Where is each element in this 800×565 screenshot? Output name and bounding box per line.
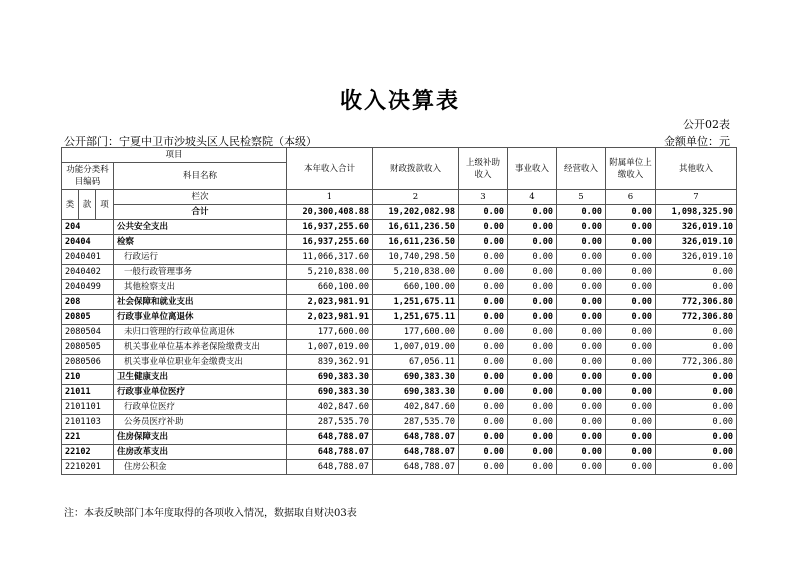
amount-cell: 690,383.30 <box>287 385 373 400</box>
amount-cell: 0.00 <box>557 295 606 310</box>
amount-cell: 0.00 <box>508 445 557 460</box>
subject-code: 2040402 <box>62 265 114 280</box>
subject-code: 22102 <box>62 445 114 460</box>
xiang-header: 项 <box>96 190 114 220</box>
total-row <box>62 205 737 220</box>
amount-cell: 287,535.70 <box>373 415 459 430</box>
amount-cell: 839,362.91 <box>287 355 373 370</box>
amount-cell: 0.00 <box>557 370 606 385</box>
amount-cell: 0.00 <box>656 415 737 430</box>
amount-cell: 648,788.07 <box>287 430 373 445</box>
amount-cell: 0.00 <box>459 235 508 250</box>
subject-name: 未归口管理的行政单位离退休 <box>114 325 287 340</box>
amount-cell: 690,383.30 <box>373 370 459 385</box>
amount-cell: 0.00 <box>557 400 606 415</box>
form-number: 公开02表 <box>683 118 730 131</box>
total-cell: 0.00 <box>606 205 656 220</box>
subject-name: 行政事业单位医疗 <box>114 385 287 400</box>
subject-code: 2101103 <box>62 415 114 430</box>
amount-cell: 0.00 <box>557 310 606 325</box>
amount-cell: 1,007,019.00 <box>287 340 373 355</box>
subject-code: 2080505 <box>62 340 114 355</box>
amount-cell: 0.00 <box>459 325 508 340</box>
total-cell: 20,300,408.88 <box>287 205 373 220</box>
amount-cell: 0.00 <box>508 310 557 325</box>
table-row <box>62 460 737 475</box>
amount-cell: 0.00 <box>508 325 557 340</box>
amount-cell: 0.00 <box>459 280 508 295</box>
table-row <box>62 250 737 265</box>
table-row <box>62 310 737 325</box>
col-header-6: 附属单位上缴收入 <box>606 148 656 190</box>
amount-cell: 0.00 <box>557 250 606 265</box>
amount-cell: 326,019.10 <box>656 235 737 250</box>
amount-cell: 16,937,255.60 <box>287 235 373 250</box>
amount-cell: 0.00 <box>656 400 737 415</box>
total-label: 合计 <box>114 205 287 220</box>
col-number-1: 1 <box>287 190 373 205</box>
amount-cell: 0.00 <box>656 280 737 295</box>
col-number-4: 4 <box>508 190 557 205</box>
amount-cell: 0.00 <box>459 250 508 265</box>
amount-cell: 0.00 <box>557 220 606 235</box>
col-number-2: 2 <box>373 190 459 205</box>
total-cell: 19,202,082.98 <box>373 205 459 220</box>
amount-cell: 0.00 <box>459 385 508 400</box>
amount-cell: 690,383.30 <box>373 385 459 400</box>
amount-cell: 0.00 <box>557 415 606 430</box>
amount-cell: 0.00 <box>606 250 656 265</box>
amount-cell: 0.00 <box>508 385 557 400</box>
page-title: 收入决算表 <box>339 88 460 114</box>
amount-cell: 0.00 <box>606 310 656 325</box>
amount-cell: 0.00 <box>606 445 656 460</box>
amount-cell: 16,937,255.60 <box>287 220 373 235</box>
amount-cell: 0.00 <box>656 460 737 475</box>
subject-name: 行政事业单位离退休 <box>114 310 287 325</box>
subject-name: 卫生健康支出 <box>114 370 287 385</box>
amount-cell: 287,535.70 <box>287 415 373 430</box>
col-number-7: 7 <box>656 190 737 205</box>
subject-code: 2040499 <box>62 280 114 295</box>
amount-cell: 402,847.60 <box>287 400 373 415</box>
table-row <box>62 220 737 235</box>
subject-name: 公务员医疗补助 <box>114 415 287 430</box>
amount-cell: 772,306.80 <box>656 310 737 325</box>
amount-cell: 0.00 <box>656 265 737 280</box>
col-number-5: 5 <box>557 190 606 205</box>
amount-cell: 0.00 <box>557 235 606 250</box>
table-row <box>62 340 737 355</box>
department-label: 公开部门：宁夏中卫市沙坡头区人民检察院（本级） <box>64 135 317 148</box>
subject-code: 221 <box>62 430 114 445</box>
amount-cell: 11,066,317.60 <box>287 250 373 265</box>
table-row <box>62 400 737 415</box>
amount-cell: 0.00 <box>656 445 737 460</box>
amount-cell: 0.00 <box>656 340 737 355</box>
subject-name: 检察 <box>114 235 287 250</box>
amount-cell: 0.00 <box>557 430 606 445</box>
table-row <box>62 385 737 400</box>
amount-cell: 0.00 <box>606 235 656 250</box>
amount-cell: 2,023,981.91 <box>287 310 373 325</box>
kuan-header: 款 <box>79 190 96 220</box>
amount-cell: 0.00 <box>606 385 656 400</box>
subject-code: 204 <box>62 220 114 235</box>
subject-name: 住房公积金 <box>114 460 287 475</box>
amount-cell: 1,251,675.11 <box>373 310 459 325</box>
amount-cell: 0.00 <box>459 430 508 445</box>
amount-cell: 10,740,298.50 <box>373 250 459 265</box>
subject-code: 210 <box>62 370 114 385</box>
subject-code: 2080506 <box>62 355 114 370</box>
subject-name: 住房改革支出 <box>114 445 287 460</box>
col-number-3: 3 <box>459 190 508 205</box>
amount-cell: 0.00 <box>606 355 656 370</box>
subject-code: 2040401 <box>62 250 114 265</box>
col-header-5: 经营收入 <box>557 148 606 190</box>
subject-code: 20404 <box>62 235 114 250</box>
amount-cell: 0.00 <box>459 460 508 475</box>
amount-cell: 0.00 <box>459 340 508 355</box>
amount-cell: 0.00 <box>459 310 508 325</box>
amount-cell: 0.00 <box>606 265 656 280</box>
amount-cell: 660,100.00 <box>373 280 459 295</box>
subject-name: 行政单位医疗 <box>114 400 287 415</box>
amount-cell: 0.00 <box>508 460 557 475</box>
amount-cell: 0.00 <box>459 295 508 310</box>
total-cell: 0.00 <box>508 205 557 220</box>
amount-cell: 648,788.07 <box>373 430 459 445</box>
amount-cell: 648,788.07 <box>287 445 373 460</box>
amount-cell: 0.00 <box>508 235 557 250</box>
amount-cell: 0.00 <box>459 415 508 430</box>
amount-cell: 0.00 <box>508 400 557 415</box>
col-label-header: 栏次 <box>114 190 287 205</box>
amount-cell: 177,600.00 <box>373 325 459 340</box>
amount-unit-label: 金额单位：元 <box>664 135 730 148</box>
subject-code: 2101101 <box>62 400 114 415</box>
amount-cell: 5,210,838.00 <box>373 265 459 280</box>
total-cell: 0.00 <box>557 205 606 220</box>
amount-cell: 0.00 <box>557 265 606 280</box>
table-row <box>62 265 737 280</box>
amount-cell: 0.00 <box>606 460 656 475</box>
table-row <box>62 370 737 385</box>
amount-cell: 0.00 <box>508 295 557 310</box>
subject-name: 公共安全支出 <box>114 220 287 235</box>
amount-cell: 0.00 <box>656 325 737 340</box>
amount-cell: 0.00 <box>508 415 557 430</box>
amount-cell: 0.00 <box>557 385 606 400</box>
header-row-col-numbers <box>62 190 737 205</box>
amount-cell: 0.00 <box>508 220 557 235</box>
amount-cell: 0.00 <box>459 370 508 385</box>
table-row <box>62 355 737 370</box>
subject-code: 20805 <box>62 310 114 325</box>
subject-name: 其他检察支出 <box>114 280 287 295</box>
amount-cell: 0.00 <box>606 400 656 415</box>
amount-cell: 0.00 <box>606 220 656 235</box>
total-cell: 1,098,325.90 <box>656 205 737 220</box>
amount-cell: 0.00 <box>606 415 656 430</box>
col-header-3: 上级补助收入 <box>459 148 508 190</box>
amount-cell: 0.00 <box>508 265 557 280</box>
amount-cell: 326,019.10 <box>656 250 737 265</box>
amount-cell: 0.00 <box>508 355 557 370</box>
amount-cell: 0.00 <box>656 370 737 385</box>
amount-cell: 5,210,838.00 <box>287 265 373 280</box>
amount-cell: 0.00 <box>459 445 508 460</box>
col-header-2: 财政拨款收入 <box>373 148 459 190</box>
table-row <box>62 295 737 310</box>
amount-cell: 16,611,236.50 <box>373 220 459 235</box>
amount-cell: 0.00 <box>606 280 656 295</box>
subject-name: 机关事业单位职业年金缴费支出 <box>114 355 287 370</box>
amount-cell: 0.00 <box>557 445 606 460</box>
footnote: 注：本表反映部门本年度取得的各项收入情况，数据取自财决03表 <box>64 508 357 519</box>
amount-cell: 648,788.07 <box>287 460 373 475</box>
amount-cell: 0.00 <box>557 325 606 340</box>
amount-cell: 0.00 <box>459 400 508 415</box>
header-row-project <box>62 148 737 163</box>
amount-cell: 16,611,236.50 <box>373 235 459 250</box>
col-number-6: 6 <box>606 190 656 205</box>
amount-cell: 0.00 <box>557 460 606 475</box>
subject-name: 社会保障和就业支出 <box>114 295 287 310</box>
amount-cell: 772,306.80 <box>656 355 737 370</box>
subject-code: 21011 <box>62 385 114 400</box>
amount-cell: 0.00 <box>508 370 557 385</box>
amount-cell: 0.00 <box>557 355 606 370</box>
lei-header: 类 <box>62 190 79 220</box>
amount-cell: 660,100.00 <box>287 280 373 295</box>
table-row <box>62 280 737 295</box>
amount-cell: 67,056.11 <box>373 355 459 370</box>
amount-cell: 648,788.07 <box>373 445 459 460</box>
col-header-7: 其他收入 <box>656 148 737 190</box>
amount-cell: 0.00 <box>606 370 656 385</box>
func-class-header: 功能分类科目编码 <box>62 163 114 190</box>
amount-cell: 0.00 <box>459 265 508 280</box>
table-row <box>62 235 737 250</box>
amount-cell: 1,251,675.11 <box>373 295 459 310</box>
amount-cell: 1,007,019.00 <box>373 340 459 355</box>
amount-cell: 0.00 <box>606 340 656 355</box>
subject-code: 208 <box>62 295 114 310</box>
project-header: 项目 <box>62 148 287 163</box>
subject-code: 2080504 <box>62 325 114 340</box>
col-header-4: 事业收入 <box>508 148 557 190</box>
subject-name: 行政运行 <box>114 250 287 265</box>
amount-cell: 0.00 <box>557 340 606 355</box>
subject-name: 一般行政管理事务 <box>114 265 287 280</box>
amount-cell: 0.00 <box>656 430 737 445</box>
amount-cell: 690,383.30 <box>287 370 373 385</box>
amount-cell: 0.00 <box>606 325 656 340</box>
subject-name: 住房保障支出 <box>114 430 287 445</box>
amount-cell: 0.00 <box>508 430 557 445</box>
table-row <box>62 445 737 460</box>
total-cell: 0.00 <box>459 205 508 220</box>
table-row <box>62 415 737 430</box>
subject-name: 机关事业单位基本养老保险缴费支出 <box>114 340 287 355</box>
subject-name-header: 科目名称 <box>114 163 287 190</box>
amount-cell: 772,306.80 <box>656 295 737 310</box>
amount-cell: 0.00 <box>508 340 557 355</box>
amount-cell: 0.00 <box>508 280 557 295</box>
amount-cell: 648,788.07 <box>373 460 459 475</box>
amount-cell: 0.00 <box>508 250 557 265</box>
amount-cell: 0.00 <box>606 430 656 445</box>
amount-cell: 2,023,981.91 <box>287 295 373 310</box>
amount-cell: 0.00 <box>459 355 508 370</box>
amount-cell: 0.00 <box>656 385 737 400</box>
table-row <box>62 325 737 340</box>
amount-cell: 177,600.00 <box>287 325 373 340</box>
subject-code: 2210201 <box>62 460 114 475</box>
amount-cell: 0.00 <box>606 295 656 310</box>
table-row <box>62 430 737 445</box>
income-table <box>61 147 737 475</box>
amount-cell: 0.00 <box>557 280 606 295</box>
amount-cell: 326,019.10 <box>656 220 737 235</box>
amount-cell: 402,847.60 <box>373 400 459 415</box>
amount-cell: 0.00 <box>459 220 508 235</box>
col-header-1: 本年收入合计 <box>287 148 373 190</box>
